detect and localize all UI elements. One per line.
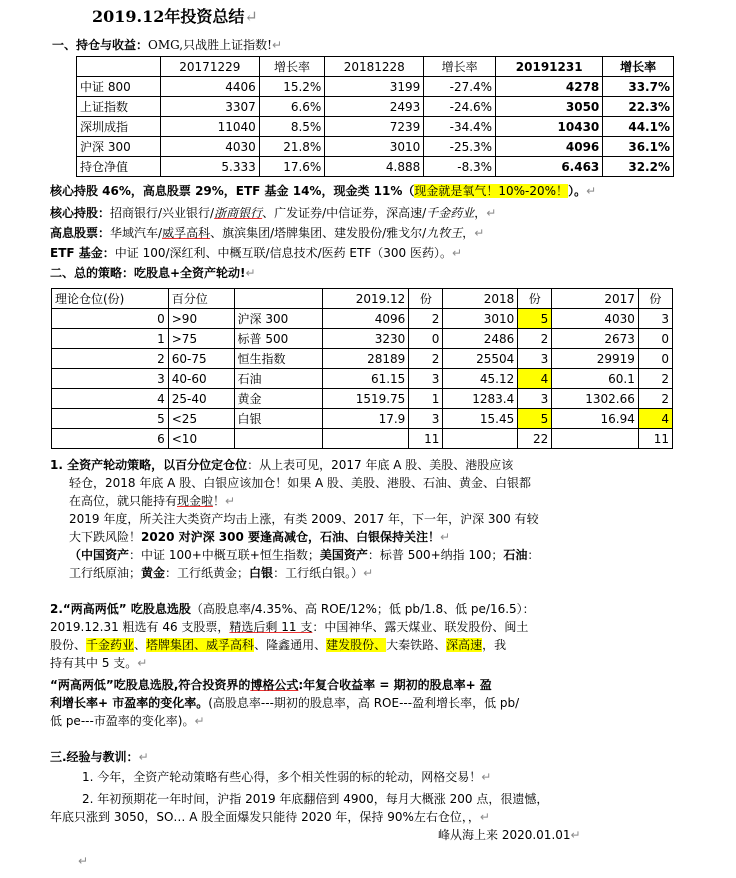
core-holdings-line: 核心持股：招商银行/兴业银行/浙商银行、广发证券/中信证券，深高速/千金药业，↵ [50, 206, 497, 220]
selection-l1c: ：中国神华、露天煤业、联发股份、闽土 [312, 620, 529, 634]
core-text-e: ， [474, 206, 487, 220]
table-cell: 17.6% [259, 157, 325, 177]
selection-l3: 持有其中 5 支。 [50, 656, 138, 670]
selection-h: 2.“两高两低” [50, 602, 127, 616]
section1-heading [52, 36, 282, 54]
table-cell: 白银 [234, 409, 322, 429]
table-row [77, 157, 674, 177]
table-cell: 深圳成指 [77, 117, 161, 137]
strategy-l4: 2019 年度，所关注大类资产均击上涨，有类 2009、2017 年，下一年，沪深 300 有较 [69, 512, 539, 526]
table-cell: 份 [409, 289, 443, 309]
core-text-c: 、广发证券/中信证券，深高速/ [262, 206, 427, 220]
table-cell: 4 [518, 369, 552, 389]
selection-l2i: ，我 [482, 638, 507, 652]
selection-h2: 吃股息选股 [126, 602, 191, 616]
table-row [52, 369, 673, 389]
table-cell: 15.2% [259, 77, 325, 97]
table-cell: 3199 [325, 77, 424, 97]
high-dividend-line: 高息股票：华域汽车/威孚高科、旗滨集团/塔牌集团、建发股份/雅戈尔/九牧王，↵ [50, 226, 485, 240]
table-cell: 20181228 [325, 57, 424, 77]
table-cell: 2 [409, 349, 443, 369]
table-row [77, 117, 674, 137]
table-cell [552, 429, 639, 449]
high-text-d: 九牧王 [426, 226, 463, 240]
table-row [52, 409, 673, 429]
table-cell: 20171229 [160, 57, 259, 77]
table-cell: -34.4% [424, 117, 496, 137]
strategy-l6f: ： [527, 548, 540, 562]
table-cell: 增长率 [424, 57, 496, 77]
holding-ratio-text: 核心持股 46%，高息股票 29%，ETF 基金 14%，现金类 11%（ [50, 184, 415, 198]
table-cell: 2486 [443, 329, 518, 349]
selection-l1a: 2019.12.31 粗选有 46 支股票， [50, 620, 230, 634]
table-cell: 0 [409, 329, 443, 349]
table-cell: 22.3% [603, 97, 674, 117]
strategy-l7c: ：工行纸黄金； [165, 566, 250, 580]
table-cell: 44.1% [603, 117, 674, 137]
table-cell: 25504 [443, 349, 518, 369]
table-cell: 3 [638, 309, 672, 329]
core-text-d: 千金药业 [426, 206, 475, 220]
table-cell: 上证指数 [77, 97, 161, 117]
table-cell: 3050 [496, 97, 603, 117]
table-cell [234, 429, 322, 449]
table-cell: 6 [52, 429, 169, 449]
strategy-l6a: （中国资产 [69, 548, 130, 562]
allocation-table [51, 288, 673, 449]
selection-h3: （高股息率/4.35%、高 ROE/12%；低 pb/1.8、低 pe/16.5）： [190, 602, 535, 616]
table-cell: 3010 [443, 309, 518, 329]
table-cell: 持仓净值 [77, 157, 161, 177]
etf-line: ETF 基金：中证 100/深红利、中概互联/信息技术/医药 ETF（300 医药）。↵ [50, 246, 463, 260]
high-text-b: 威孚高科 [162, 226, 211, 240]
holdings-table [76, 56, 674, 177]
table-cell: 17.9 [322, 409, 409, 429]
section1-note: OMG,只战胜上证指数! [148, 38, 272, 52]
table-cell: 29919 [552, 349, 639, 369]
table-cell: 2 [638, 369, 672, 389]
selection-l2d: 塔牌集团、威孚高科 [146, 638, 255, 652]
table-row [52, 329, 673, 349]
strategy-l7e: ：工行纸白银。） [273, 566, 364, 580]
section1-title: 一、持仓与收益： [52, 38, 149, 52]
lesson-2b: 年底只涨到 3050，SO… A 股全面爆发只能待 2020 年，保持 90%左右仓位，， [50, 810, 480, 824]
table-cell: -25.3% [424, 137, 496, 157]
high-text-a: 华域汽车/ [110, 226, 163, 240]
strategy-bold: 1. 全资产轮动策略，以百分位定仓位 [50, 458, 248, 472]
table-cell: 5 [518, 409, 552, 429]
table-cell: 黄金 [234, 389, 322, 409]
strategy-l6c: 美国资产 [319, 548, 368, 562]
table-cell: 恒生指数 [234, 349, 322, 369]
holding-ratio-end: ）。 [568, 184, 587, 198]
table-cell: 61.15 [322, 369, 409, 389]
formula-f1b: 博格公式 [250, 678, 299, 692]
section2-title: 二、总的策略：吃股息+全资产轮动! [50, 266, 246, 280]
table-cell: 21.8% [259, 137, 325, 157]
selection-l1b: 精选后剩 11 支 [229, 620, 313, 634]
core-text-b: 浙商银行 [214, 206, 263, 220]
strategy-l7a: 工行纸原油； [69, 566, 142, 580]
section2-heading: 二、总的策略：吃股息+全资产轮动!↵ [50, 266, 256, 280]
table-cell [77, 57, 161, 77]
cash-highlight: 现金就是氧气！10%-20%！ [414, 184, 569, 198]
table-cell: 沪深 300 [234, 309, 322, 329]
holding-ratio-line: 核心持股 46%，高息股票 29%，ETF 基金 14%，现金类 11%（现金就是氧气！10%-20%！）。↵ [50, 184, 597, 198]
table-cell: 份 [638, 289, 672, 309]
selection-l2f: 建发股份、 [326, 638, 387, 652]
table-cell: 40-60 [168, 369, 234, 389]
table-cell: 4406 [160, 77, 259, 97]
table-row [52, 349, 673, 369]
page-title [92, 4, 258, 27]
table-cell: 10430 [496, 117, 603, 137]
table-cell: 11040 [160, 117, 259, 137]
table-cell: 中证 800 [77, 77, 161, 97]
table-cell: 石油 [234, 369, 322, 389]
high-text-c: 、旗滨集团/塔牌集团、建发股份/雅戈尔/ [210, 226, 427, 240]
paragraph-mark: ↵ [271, 38, 282, 52]
table-cell: 45.12 [443, 369, 518, 389]
table-cell: 4 [638, 409, 672, 429]
table-cell: 2673 [552, 329, 639, 349]
paragraph-mark: ↵ [244, 7, 258, 26]
high-label: 高息股票： [50, 226, 111, 240]
table-cell: -27.4% [424, 77, 496, 97]
strategy-l1: ：从上表可见，2017 年底 A 股、美股、港股应该 [247, 458, 514, 472]
table-cell: 4030 [552, 309, 639, 329]
section3-heading: 三.经验与教训：↵ [50, 750, 149, 764]
table-cell: 1283.4 [443, 389, 518, 409]
strategy-l6d: ：标普 500+纳指 100； [367, 548, 504, 562]
table-cell: 11 [409, 429, 443, 449]
table-cell: 3307 [160, 97, 259, 117]
table-row [77, 97, 674, 117]
selection-l2a: 股份、 [50, 638, 87, 652]
lessons-paragraph: 1. 今年，全资产轮动策略有些心得，多个相关性弱的标的轮动，网格交易！↵ 2. 年初预期花一年时间，沪指 2019 年底翻倍到 4900，每月大概涨 200 点，很遗憾， 年底只涨到 3050，SO… A 股全面爆发只能待 2020 年，保持 90%左右仓位，，↵ 峰从海上来 2020.01.01↵ [50, 768, 690, 844]
table-cell: 7239 [325, 117, 424, 137]
title-text: 2019.12年投资总结 [92, 7, 245, 26]
formula-f2b: (高股息率---期初的股息率，高 ROE---盈利增长率，低 pb/ [208, 696, 520, 710]
strategy-l6b: ：中证 100+中概互联+恒生指数； [129, 548, 320, 562]
table-cell: 22 [518, 429, 552, 449]
high-text-e: ， [462, 226, 475, 240]
strategy-l5a: 大下跌风险！ [69, 530, 142, 544]
table-cell: 25-40 [168, 389, 234, 409]
formula-f1c: :年复合收益率 = 期初的股息率+ 盈 [298, 678, 492, 692]
table-cell: 33.7% [603, 77, 674, 97]
end-mark: ↵ [78, 854, 89, 868]
strategy-l3c: ！ [213, 494, 226, 508]
table-cell: -24.6% [424, 97, 496, 117]
table-cell: 百分位 [168, 289, 234, 309]
selection-l2h: 深高速 [446, 638, 483, 652]
table-cell: <10 [168, 429, 234, 449]
table-row [52, 389, 673, 409]
table-cell: 2 [409, 309, 443, 329]
table-cell: 2493 [325, 97, 424, 117]
table-cell: 3 [52, 369, 169, 389]
table-cell: 1 [409, 389, 443, 409]
etf-label: ETF 基金： [50, 246, 115, 260]
table-cell: 5 [518, 309, 552, 329]
table-row [52, 309, 673, 329]
strategy-l2: 轻仓，2018 年底 A 股、白银应该加仓！如果 A 股、美股、港股、石油、黄金、白银都 [69, 476, 532, 490]
table-row [52, 429, 673, 449]
table-cell: 份 [518, 289, 552, 309]
table-cell: 4096 [322, 309, 409, 329]
table-cell: 沪深 300 [77, 137, 161, 157]
selection-l2e: 、隆鑫通用、 [254, 638, 327, 652]
table-row [77, 137, 674, 157]
table-cell: 32.2% [603, 157, 674, 177]
table-cell [322, 429, 409, 449]
table-cell: 1302.66 [552, 389, 639, 409]
table-cell: 3010 [325, 137, 424, 157]
table-cell: 15.45 [443, 409, 518, 429]
etf-text: 中证 100/深红利、中概互联/信息技术/医药 ETF（300 医药）。 [114, 246, 452, 260]
table-cell: -8.3% [424, 157, 496, 177]
table-cell: 1 [52, 329, 169, 349]
table-cell: 2019.12 [322, 289, 409, 309]
table-cell: 60-75 [168, 349, 234, 369]
table-cell [443, 429, 518, 449]
table-cell: 4.888 [325, 157, 424, 177]
lesson-2a: 2. 年初预期花一年时间，沪指 2019 年底翻倍到 4900，每月大概涨 200 点，很遗憾， [82, 792, 549, 806]
strategy-paragraph: 1. 全资产轮动策略，以百分位定仓位：从上表可见，2017 年底 A 股、美股、港股应该 轻仓，2018 年底 A 股、白银应该加仓！如果 A 股、美股、港股、石油、黄金、白银都 在高位，就只能持有现金啦！↵ 2019 年度，所关注大类资产均击上涨，有类 2009、2017 年，下一年，沪深 300 有较 大下跌风险！2020 对沪深 300 要逢高减仓，石油、白银保持关注！↵ （中国资产：中证 100+中概互联+恒生指数；美国资产：标普 500+纳指 100；石油： 工行纸原油；黄金：工行纸黄金；白银：工行纸白银。）↵ [50, 456, 690, 582]
table-cell: 增长率 [259, 57, 325, 77]
table-cell: 4278 [496, 77, 603, 97]
table-cell: 6.6% [259, 97, 325, 117]
stock-selection-paragraph: 2.“两高两低” 吃股息选股（高股息率/4.35%、高 ROE/12%；低 pb/1.8、低 pe/16.5）： 2019.12.31 粗选有 46 支股票，精选后剩 11 支：中国神华、露天煤业、联发股份、闽土 股份、千金药业、塔牌集团、威孚高科、隆鑫通用、建发股份、大秦铁路、深高速，我 持有其中 5 支。↵ “两高两低”吃股息选股,符合投资界的博格公式:年复合收益率 = 期初的股息率+ 盈 利增长率+ 市盈率的变化率。(高股息率---期初的股息率，高 ROE---盈利增长率，低 pb/ 低 pe---市盈率的变化率)。↵ [50, 602, 535, 728]
strategy-l5b: 2020 对沪深 300 要逢高减仓，石油、白银保持关注！ [141, 530, 440, 544]
table-row [77, 77, 674, 97]
table-cell: 4030 [160, 137, 259, 157]
table-cell: 0 [638, 349, 672, 369]
table-cell: 0 [638, 329, 672, 349]
table-cell: 3 [409, 409, 443, 429]
table-cell: 1519.75 [322, 389, 409, 409]
table-cell: 2 [638, 389, 672, 409]
signature-line: 峰从海上来 2020.01.01 [438, 828, 571, 842]
table-cell: 3230 [322, 329, 409, 349]
table-cell: 3 [518, 389, 552, 409]
table-cell: 60.1 [552, 369, 639, 389]
section3-title: 三.经验与教训： [50, 750, 139, 764]
table-cell: 36.1% [603, 137, 674, 157]
table-cell: 6.463 [496, 157, 603, 177]
strategy-l3a: 在高位，就只能持有 [69, 494, 178, 508]
table-cell: 2017 [552, 289, 639, 309]
selection-l2c: 、 [134, 638, 147, 652]
table-cell: 2 [52, 349, 169, 369]
table-cell [234, 289, 322, 309]
core-text-a: 招商银行/兴业银行/ [110, 206, 215, 220]
strategy-l7d: 白银 [249, 566, 274, 580]
formula-f1a: “两高两低”吃股息选股,符合投资界的 [50, 678, 251, 692]
table-cell: >75 [168, 329, 234, 349]
table-cell: 3 [409, 369, 443, 389]
table-cell: 标普 500 [234, 329, 322, 349]
formula-f3: 低 pe---市盈率的变化率)。 [50, 714, 195, 728]
table-cell: 5.333 [160, 157, 259, 177]
strategy-l6e: 石油 [503, 548, 528, 562]
table-cell: 3 [518, 349, 552, 369]
table-cell: 4096 [496, 137, 603, 157]
table-cell: 28189 [322, 349, 409, 369]
strategy-l7b: 黄金 [141, 566, 166, 580]
table-header-row [77, 57, 674, 77]
table-cell: 理论仓位(份) [52, 289, 169, 309]
table-cell: 增长率 [603, 57, 674, 77]
strategy-l3b: 现金啦 [177, 494, 214, 508]
table-header-row [52, 289, 673, 309]
table-cell: 0 [52, 309, 169, 329]
table-cell: 8.5% [259, 117, 325, 137]
table-cell: 11 [638, 429, 672, 449]
table-cell: 20191231 [496, 57, 603, 77]
core-label: 核心持股： [50, 206, 111, 220]
selection-l2b: 千金药业 [86, 638, 135, 652]
table-cell: 4 [52, 389, 169, 409]
table-cell: 16.94 [552, 409, 639, 429]
formula-f2a: 利增长率+ 市盈率的变化率。 [50, 696, 209, 710]
table-cell: 2 [518, 329, 552, 349]
table-cell: 5 [52, 409, 169, 429]
lesson-1: 1. 今年，全资产轮动策略有些心得，多个相关性弱的标的轮动，网格交易！ [82, 770, 482, 784]
table-cell: <25 [168, 409, 234, 429]
table-cell: 2018 [443, 289, 518, 309]
table-cell: >90 [168, 309, 234, 329]
selection-l2g: 大秦铁路、 [386, 638, 447, 652]
